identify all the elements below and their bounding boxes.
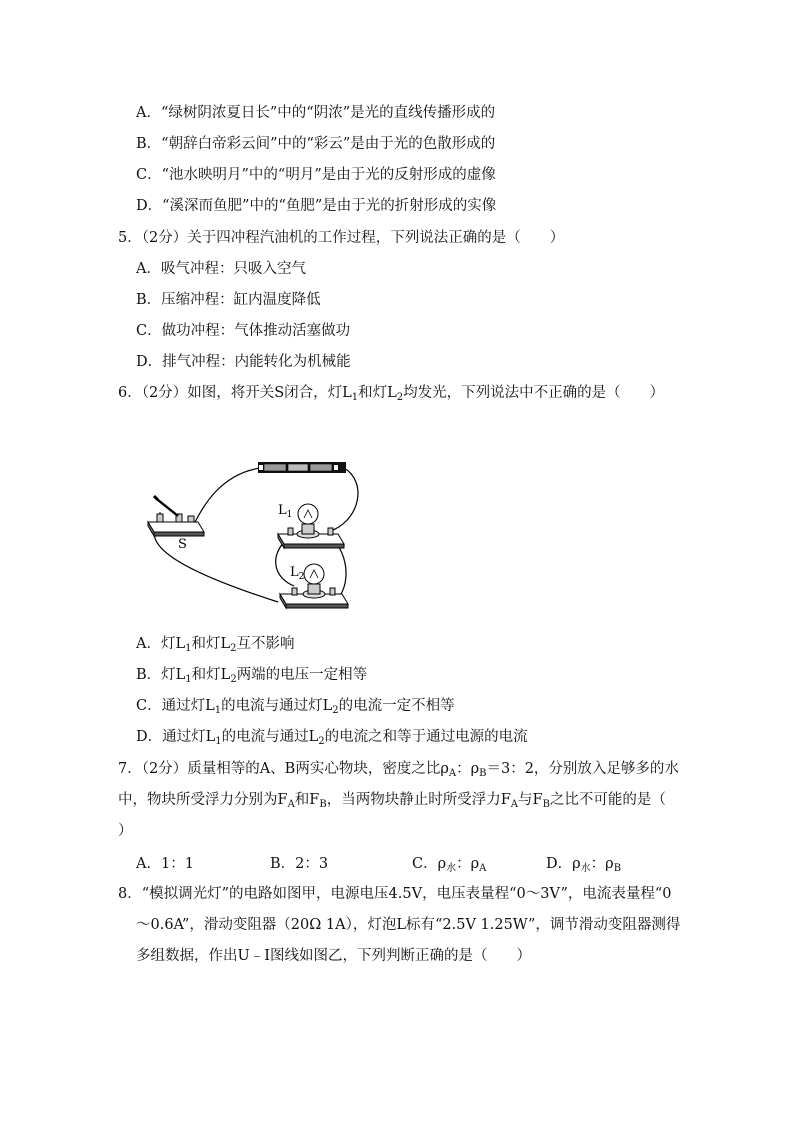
q7-option-a: A．1：1 [136, 856, 194, 872]
q5-option-a: A．吸气冲程：只吸入空气 [136, 261, 306, 277]
battery-icon [258, 462, 346, 473]
q4-option-c: C．“池水映明月”中的“明月”是由于光的反射形成的虚像 [136, 167, 496, 183]
q5-option-d: D．排气冲程：内能转化为机械能 [136, 354, 351, 370]
q7-stem-line3: ） [118, 823, 133, 839]
lamp1-label: $L_1$ [278, 503, 293, 520]
q8-stem-line1: 8．“模拟调光灯”的电路如图甲，电源电压4.5V，电压表量程“0～3V”，电流表量程“0 [118, 886, 672, 902]
q7-option-b: B．2：3 [270, 856, 329, 872]
q6-stem: 6．（2分）如图，将开关S闭合，灯$L_1$和灯$L_2$均发光，下列说法中不正确的是（ ） [118, 385, 665, 403]
q4-option-d: D．“溪深而鱼肥”中的“鱼肥”是由于光的折射形成的实像 [136, 198, 497, 214]
wire-switch-battery [194, 468, 260, 524]
switch-icon [148, 496, 204, 536]
q7-option-c: C．$\rho_水$：$\rho_A$ [412, 856, 487, 874]
wire-lamp1-lamp2-right [334, 540, 346, 602]
q7-stem-line2: 中，物块所受浮力分别为$F_A$和$F_B$，当两物块静止时所受浮力$F_A$与$F_B$之比不可能的是（ [118, 792, 666, 810]
q6-option-a: A．灯$L_1$和灯$L_2$互不影响 [136, 636, 295, 654]
q7-option-d: D．$\rho_水$：$\rho_B$ [546, 856, 622, 874]
q4-option-b: B．“朝辞白帝彩云间”中的“彩云”是由于光的色散形成的 [136, 136, 496, 152]
q6-option-b: B．灯$L_1$和灯$L_2$两端的电压一定相等 [136, 667, 368, 685]
circuit-figure [138, 452, 378, 620]
q5-stem: 5．（2分）关于四冲程汽油机的工作过程，下列说法正确的是（ ） [118, 230, 565, 246]
q7-options-row [136, 852, 656, 874]
q8-stem-line2: ～0.6A”，滑动变阻器（20Ω 1A），灯泡L标有“2.5V 1.25W”，调节滑动变阻器测得 [136, 917, 681, 933]
q4-option-a: A．“绿树阴浓夏日长”中的“阴浓”是光的直线传播形成的 [136, 105, 496, 121]
q5-option-c: C．做功冲程：气体推动活塞做功 [136, 323, 351, 339]
q8-stem-line3: 多组数据，作出U﹣I图线如图乙，下列判断正确的是（ ） [136, 948, 531, 964]
wire-battery-lamp1 [328, 468, 358, 532]
q5-option-b: B．压缩冲程：缸内温度降低 [136, 292, 321, 308]
lamp2-label: $L_2$ [290, 565, 305, 582]
q7-stem-line1: 7．（2分）质量相等的A、B两实心物块，密度之比$\rho_A$：$\rho_B=3$：2，分别放入足够多的水 [118, 761, 679, 779]
q6-option-c: C．通过灯$L_1$的电流与通过灯$L_2$的电流一定不相等 [136, 698, 455, 716]
switch-label: S [178, 537, 187, 552]
q6-option-d: D．通过灯$L_1$的电流与通过$L_2$的电流之和等于通过电源的电流 [136, 729, 528, 747]
